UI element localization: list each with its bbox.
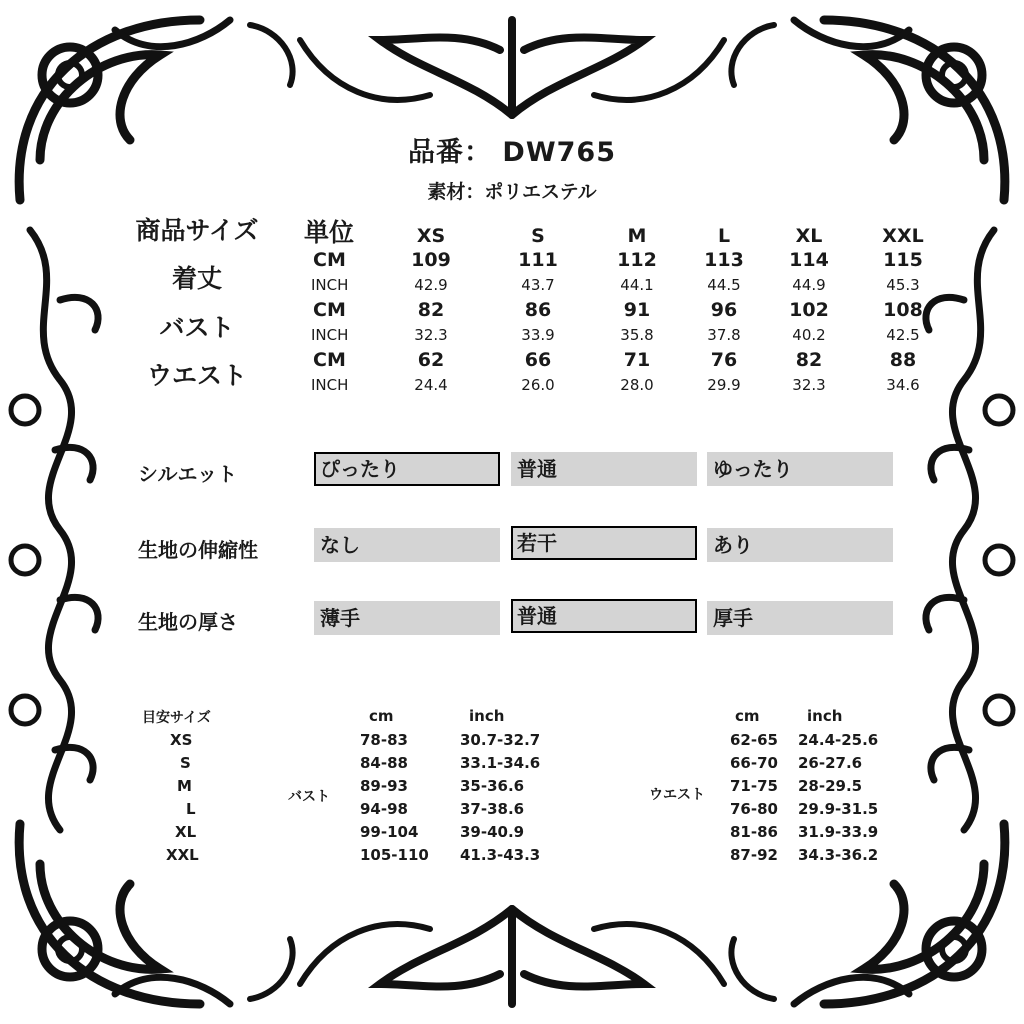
unit-inch: INCH [311,326,349,344]
cell-inch: 43.7 [521,276,555,294]
size-table-header: 商品サイズ [135,216,259,245]
cell-cm: 86 [524,299,552,321]
guide-size: XL [175,823,197,841]
attr-label-thickness: 生地の厚さ [138,610,238,634]
cell-inch: 37.8 [707,326,741,344]
attr-label-stretch: 生地の伸縮性 [138,538,258,562]
unit-inch: INCH [311,376,349,394]
guide-bust-cm: 105-110 [360,846,429,864]
cell-cm: 111 [518,249,558,271]
guide-waist-cm: 66-70 [730,754,778,772]
size-head-s: S [531,225,545,247]
cell-inch: 33.9 [521,326,555,344]
material-text: 素材：ポリエステル [427,181,597,203]
product-code: DW765 [502,137,616,168]
top-crest [250,20,774,115]
guide-waist-cm: 62-65 [730,731,778,749]
cell-inch: 28.0 [620,376,654,394]
guide-waist-inch: 24.4-25.6 [798,731,879,749]
guide-bust-cm: 78-83 [360,731,408,749]
guide-waist-inch: 31.9-33.9 [798,823,879,841]
guide-bust-cm: 94-98 [360,800,408,818]
cell-inch: 32.3 [792,376,826,394]
cell-cm: 66 [524,349,552,371]
guide-size: XS [170,731,193,749]
unit-inch: INCH [311,276,349,294]
guide-waist-inch: 28-29.5 [798,777,863,795]
cell-cm: 108 [883,299,923,321]
guide-waist-cm: 76-80 [730,800,778,818]
guide-waist-cm: 87-92 [730,846,778,864]
size-head-xl: XL [795,225,823,247]
option-thickness-thick: 厚手 [707,601,893,635]
guide-bust-inch: 33.1-34.6 [460,754,541,772]
cell-cm: 71 [623,349,651,371]
cell-cm: 102 [789,299,829,321]
cell-cm: 109 [411,249,451,271]
bottom-crest [250,909,774,1004]
row-label-length: 着丈 [171,264,222,293]
cell-inch: 29.9 [707,376,741,394]
option-thickness-thin: 薄手 [314,601,500,635]
cell-cm: 96 [710,299,738,321]
cell-inch: 44.9 [792,276,826,294]
guide-bust-inch-header: inch [469,707,505,725]
cell-cm: 113 [704,249,744,271]
cell-inch: 45.3 [886,276,920,294]
guide-waist-inch: 34.3-36.2 [798,846,879,864]
cell-inch: 44.1 [620,276,654,294]
product-code-title [0,130,1024,169]
cell-inch: 35.8 [620,326,654,344]
guide-bust-cm: 84-88 [360,754,408,772]
option-stretch-none: なし [314,528,500,562]
guide-waist-label: ウエスト [649,787,705,803]
cell-cm: 91 [623,299,651,321]
row-label-waist: ウエスト [146,361,247,390]
size-head-xxl: XXL [882,225,924,247]
option-silhouette-normal: 普通 [511,452,697,486]
cell-inch: 32.3 [414,326,448,344]
cell-inch: 44.5 [707,276,741,294]
unit-header: 単位 [304,218,355,247]
row-label-bust: バスト [159,313,235,342]
guide-bust-inch: 37-38.6 [460,800,525,818]
cell-inch: 34.6 [886,376,920,394]
cell-cm: 62 [417,349,445,371]
cell-inch: 42.5 [886,326,920,344]
guide-size: S [180,754,191,772]
cell-cm: 76 [710,349,738,371]
guide-size: XXL [166,846,199,864]
guide-title: 目安サイズ [142,710,211,726]
size-head-xs: XS [416,225,446,247]
guide-waist-cm-header: cm [735,707,760,725]
guide-waist-cm: 81-86 [730,823,778,841]
cell-cm: 115 [883,249,923,271]
size-head-l: L [717,225,731,247]
attr-label-silhouette: シルエット [138,462,238,486]
cell-inch: 40.2 [792,326,826,344]
corner-swirl-top-left [19,20,230,200]
guide-bust-inch: 39-40.9 [460,823,525,841]
option-stretch-yes: あり [707,528,893,562]
cell-cm: 112 [617,249,657,271]
guide-waist-cm: 71-75 [730,777,778,795]
guide-bust-label: バスト [288,789,330,805]
cell-inch: 26.0 [521,376,555,394]
guide-bust-inch: 41.3-43.3 [460,846,541,864]
unit-cm: CM [313,299,346,321]
guide-bust-cm: 99-104 [360,823,419,841]
product-code-label: 品番： [408,137,493,168]
guide-bust-cm-header: cm [369,707,394,725]
unit-cm: CM [313,249,346,271]
guide-waist-inch-header: inch [807,707,843,725]
size-head-m: M [627,225,647,247]
right-vine [926,230,1013,830]
corner-swirl-top-right [794,20,1005,200]
guide-waist-inch: 26-27.6 [798,754,863,772]
cell-cm: 88 [889,349,917,371]
guide-bust-inch: 30.7-32.7 [460,731,541,749]
option-silhouette-loose: ゆったり [707,452,893,486]
cell-cm: 82 [795,349,823,371]
guide-waist-inch: 29.9-31.5 [798,800,879,818]
option-silhouette-fitted: ぴったり [314,452,500,486]
unit-cm: CM [313,349,346,371]
cell-inch: 42.9 [414,276,448,294]
cell-cm: 82 [417,299,445,321]
left-vine [11,230,98,830]
cell-inch: 24.4 [414,376,448,394]
cell-cm: 114 [789,249,829,271]
guide-bust-inch: 35-36.6 [460,777,525,795]
option-stretch-slight: 若干 [511,526,697,560]
guide-size: L [186,800,196,818]
guide-bust-cm: 89-93 [360,777,408,795]
guide-size: M [177,777,192,795]
option-thickness-normal: 普通 [511,599,697,633]
